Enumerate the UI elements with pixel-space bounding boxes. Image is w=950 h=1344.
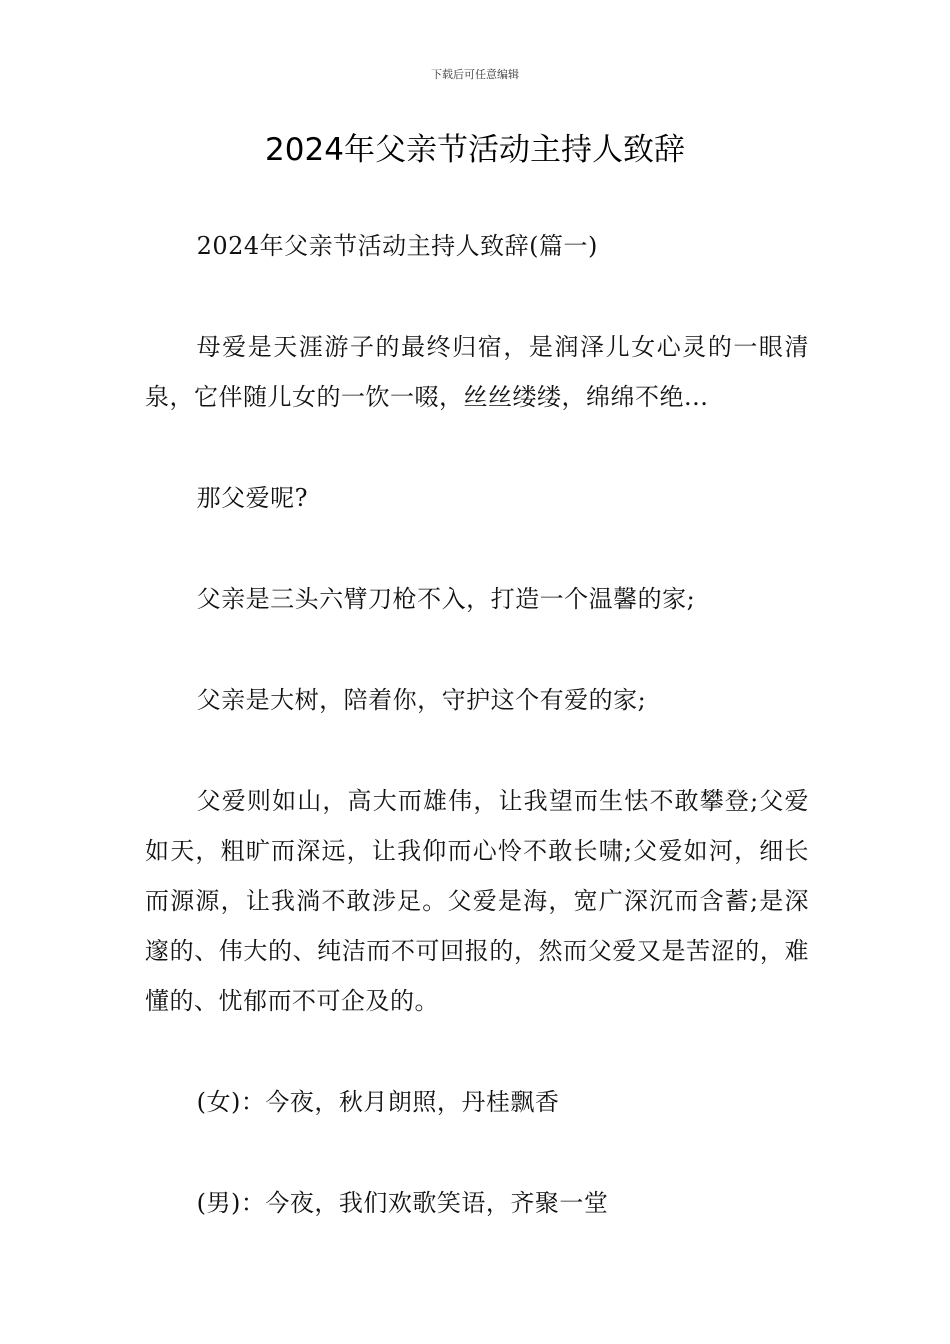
paragraph: 父爱则如山，高大而雄伟，让我望而生怯不敢攀登;父爱如天，粗旷而深远，让我仰而心怜不敢长啸;父爱如河，细长而源源，让我淌不敢涉足。父爱是海，宽广深沉而含蓄;是深邃的、伟大的、纯洁而不可回报的，然而父爱又是苦涩的，难懂的、忧郁而不可企及的。 — [145, 787, 809, 1015]
paragraph: 父亲是三头六臂刀枪不入，打造一个温馨的家; — [196, 585, 696, 613]
paragraph: 母爱是天涯游子的最终归宿，是润泽儿女心灵的一眼清泉，它伴随儿女的一饮一啜，丝丝缕缕，绵绵不绝... — [145, 333, 809, 411]
document-body — [145, 221, 809, 1279]
paragraph: 父亲是大树，陪着你，守护这个有爱的家; — [196, 686, 647, 714]
header-note: 下载后可任意编辑 — [431, 68, 519, 81]
section-heading: 2024年父亲节活动主持人致辞(篇一) — [196, 232, 598, 260]
dialogue-line: (男)：今夜，我们欢歌笑语，齐聚一堂 — [196, 1189, 609, 1217]
dialogue-line: (女)：今夜，秋月朗照，丹桂飘香 — [196, 1088, 560, 1116]
paragraph: 那父爱呢? — [196, 484, 308, 512]
document-title: 2024年父亲节活动主持人致辞 — [265, 132, 685, 168]
